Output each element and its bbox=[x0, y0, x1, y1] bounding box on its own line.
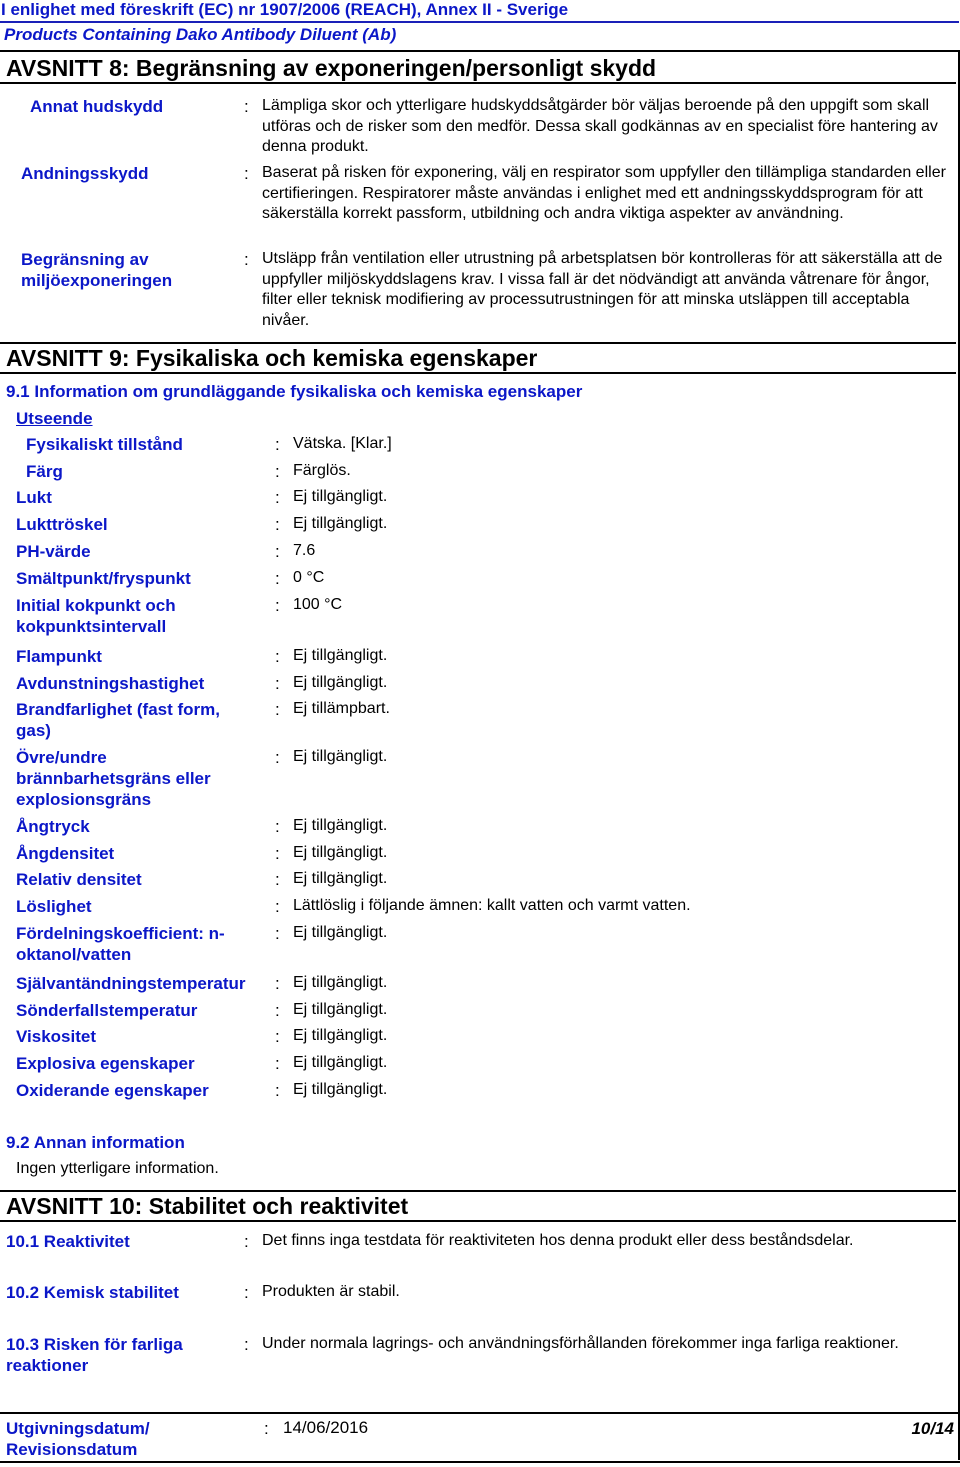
property-colon: : bbox=[275, 462, 280, 481]
property-label: Smältpunkt/fryspunkt bbox=[16, 569, 191, 588]
property-label: Färg bbox=[26, 462, 63, 481]
property-label: Explosiva egenskaper bbox=[16, 1054, 195, 1073]
property-colon: : bbox=[275, 748, 280, 767]
s10-value-0: Det finns inga testdata för reaktiviteten hos denna produkt eller dess beståndsdelar. bbox=[262, 1232, 854, 1249]
property-label: Lukttröskel bbox=[16, 515, 108, 534]
s8-colon-1: : bbox=[244, 164, 249, 183]
property-label: Lukt bbox=[16, 488, 52, 507]
property-colon: : bbox=[275, 488, 280, 507]
s8-value-1: Baserat på risken för exponering, välj en respirator som uppfyller den tillämpliga standarden eller certifieringen. Respiratorer måste användas i enlighet med ett andningsskyddsprogram för att säkerställa korrekt passform, utbildning och andra viktiga aspekter av användning. bbox=[262, 164, 946, 222]
s10-label-1: 10.2 Kemisk stabilitet bbox=[6, 1283, 179, 1302]
property-value: Ej tillgängligt. bbox=[293, 1081, 388, 1098]
property-value: Ej tillgängligt. bbox=[293, 647, 388, 664]
property-value: Färglös. bbox=[293, 462, 351, 479]
footer-rule bbox=[0, 1412, 960, 1414]
s8-colon-0: : bbox=[244, 97, 249, 116]
property-value: Ej tillgängligt. bbox=[293, 674, 388, 691]
property-value: Ej tillgängligt. bbox=[293, 1027, 388, 1044]
property-label: Ångdensitet bbox=[16, 844, 115, 863]
property-label: Sönderfallstemperatur bbox=[16, 1001, 198, 1020]
property-label: Övre/undre brännbarhetsgräns eller explosionsgräns bbox=[16, 748, 211, 809]
property-label: Oxiderande egenskaper bbox=[16, 1081, 209, 1100]
appearance-heading: Utseende bbox=[16, 409, 93, 428]
property-colon: : bbox=[275, 1081, 280, 1100]
s9-sub1: 9.1 Information om grundläggande fysikaliska och kemiska egenskaper bbox=[6, 382, 583, 401]
s8-colon-2: : bbox=[244, 250, 249, 269]
property-colon: : bbox=[275, 870, 280, 889]
property-label: Ångtryck bbox=[16, 817, 90, 836]
property-colon: : bbox=[275, 515, 280, 534]
property-value: Ej tillgängligt. bbox=[293, 924, 388, 941]
property-value: 0 °C bbox=[293, 569, 325, 586]
regulation-header: I enlighet med föreskrift (EC) nr 1907/2006 (REACH), Annex II - Sverige bbox=[0, 0, 959, 23]
property-colon: : bbox=[275, 1027, 280, 1046]
property-value: Ej tillämpbart. bbox=[293, 700, 390, 717]
property-colon: : bbox=[275, 924, 280, 943]
s8-label-1: Andningsskydd bbox=[21, 164, 149, 183]
property-value: Ej tillgängligt. bbox=[293, 1001, 388, 1018]
s8-label-0: Annat hudskydd bbox=[30, 97, 164, 116]
page-number: 10/14 bbox=[911, 1419, 954, 1438]
property-value: 7.6 bbox=[293, 542, 316, 559]
s10-value-2: Under normala lagrings- och användningsförhållanden förekommer inga farliga reaktioner. bbox=[262, 1335, 899, 1352]
footer-colon: : bbox=[264, 1419, 269, 1438]
page-border-bottom bbox=[0, 1461, 960, 1463]
s10-colon-0: : bbox=[244, 1232, 249, 1251]
product-header: Products Containing Dako Antibody Diluent (Ab) bbox=[0, 22, 960, 52]
property-value: Lättlöslig i följande ämnen: kallt vatten och varmt vatten. bbox=[293, 897, 691, 914]
s10-value-1: Produkten är stabil. bbox=[262, 1283, 400, 1300]
property-colon: : bbox=[275, 435, 280, 454]
property-label: Flampunkt bbox=[16, 647, 102, 666]
property-colon: : bbox=[275, 897, 280, 916]
property-colon: : bbox=[275, 974, 280, 993]
property-label: Självantändningstemperatur bbox=[16, 974, 246, 993]
property-label: Löslighet bbox=[16, 897, 92, 916]
property-label: Relativ densitet bbox=[16, 870, 142, 889]
property-colon: : bbox=[275, 542, 280, 561]
property-label: Fysikaliskt tillstånd bbox=[26, 435, 183, 454]
property-value: Ej tillgängligt. bbox=[293, 844, 388, 861]
s10-label-2: 10.3 Risken för farliga reaktioner bbox=[6, 1335, 183, 1375]
property-colon: : bbox=[275, 647, 280, 666]
property-value: Ej tillgängligt. bbox=[293, 748, 388, 765]
property-label: Avdunstningshastighet bbox=[16, 674, 205, 693]
property-value: Vätska. [Klar.] bbox=[293, 435, 392, 452]
s10-colon-1: : bbox=[244, 1283, 249, 1302]
property-value: Ej tillgängligt. bbox=[293, 488, 388, 505]
property-value: Ej tillgängligt. bbox=[293, 515, 388, 532]
property-colon: : bbox=[275, 596, 280, 615]
property-value: Ej tillgängligt. bbox=[293, 974, 388, 991]
s8-value-0: Lämpliga skor och ytterligare hudskyddsåtgärder bör väljas beroende på den uppgift som skall utföras och de risker som den medför. Dessa skall godkännas av en specialist före hantering av denna produkt. bbox=[262, 97, 938, 155]
other-info: Ingen ytterligare information. bbox=[16, 1160, 219, 1177]
property-colon: : bbox=[275, 1054, 280, 1073]
footer-date: 14/06/2016 bbox=[283, 1418, 369, 1437]
section10-title: AVSNITT 10: Stabilitet och reaktivitet bbox=[0, 1190, 956, 1222]
property-value: Ej tillgängligt. bbox=[293, 817, 388, 834]
s8-value-2: Utsläpp från ventilation eller utrustning på arbetsplatsen bör kontrolleras för att säkerställa att de uppfyller miljöskyddslagens krav. I vissa fall är det nödvändigt att använda våtrenare för ångor, filter eller teknisk modifiering av processutrustningen för att minska utsläppen till acceptabla nivåer. bbox=[262, 250, 943, 329]
property-label: Fördelningskoefficient: n-oktanol/vatten bbox=[16, 924, 225, 964]
section8-title: AVSNITT 8: Begränsning av exponeringen/personligt skydd bbox=[0, 54, 956, 84]
s10-colon-2: : bbox=[244, 1335, 249, 1354]
property-colon: : bbox=[275, 1001, 280, 1020]
section9-title: AVSNITT 9: Fysikaliska och kemiska egenskaper bbox=[0, 342, 956, 374]
property-colon: : bbox=[275, 844, 280, 863]
property-value: 100 °C bbox=[293, 596, 343, 613]
property-value: Ej tillgängligt. bbox=[293, 870, 388, 887]
property-value: Ej tillgängligt. bbox=[293, 1054, 388, 1071]
property-label: Brandfarlighet (fast form, gas) bbox=[16, 700, 221, 740]
property-colon: : bbox=[275, 674, 280, 693]
footer-date-label: Utgivningsdatum/ Revisionsdatum bbox=[6, 1419, 150, 1459]
property-label: Initial kokpunkt och kokpunktsintervall bbox=[16, 596, 176, 636]
s10-label-0: 10.1 Reaktivitet bbox=[6, 1232, 130, 1251]
property-colon: : bbox=[275, 700, 280, 719]
property-label: Viskositet bbox=[16, 1027, 97, 1046]
property-colon: : bbox=[275, 817, 280, 836]
property-colon: : bbox=[275, 569, 280, 588]
s9-sub2: 9.2 Annan information bbox=[6, 1133, 185, 1152]
s8-label-2: Begränsning av miljöexponeringen bbox=[21, 250, 173, 290]
property-label: PH-värde bbox=[16, 542, 91, 561]
